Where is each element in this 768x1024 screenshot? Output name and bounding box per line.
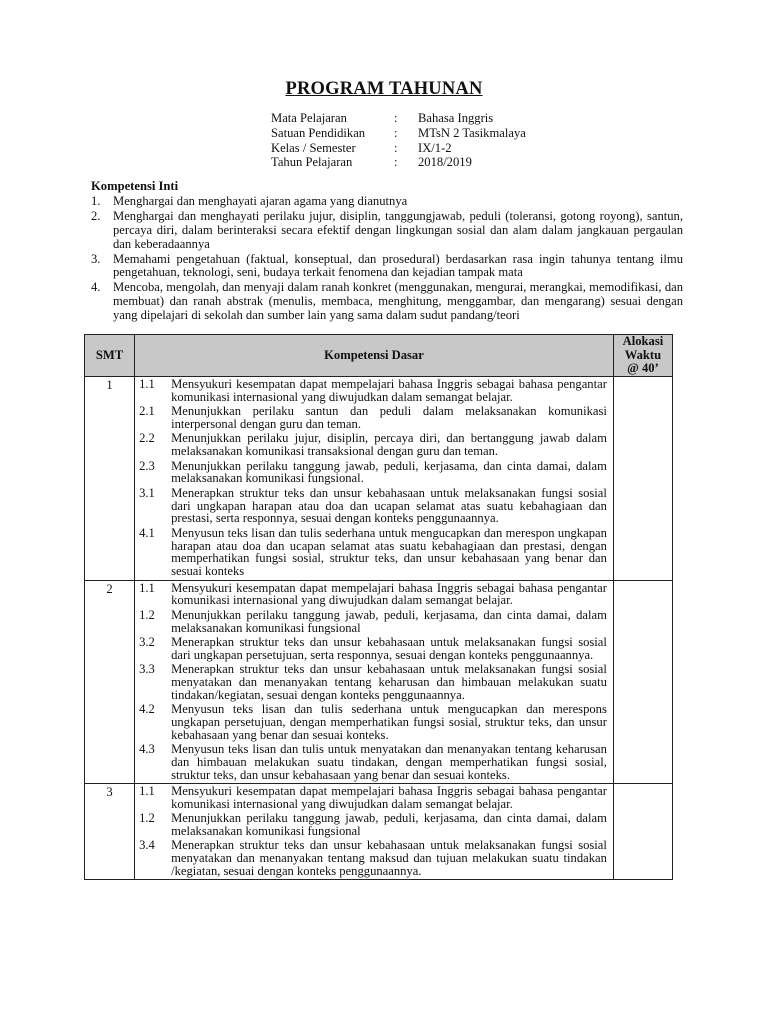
info-row xyxy=(271,126,526,141)
kd-number: 2.3 xyxy=(139,458,155,473)
identity-block xyxy=(271,111,526,170)
kd-text: Menyusun teks lisan dan tulis sederhana untuk mengucapkan dan merespons ungkapan persetujuan, dengan memperhatikan fungsi sosial, struktur teks, dan unsur kebahasaan yang benar dan sesuai konteks. xyxy=(171,702,607,742)
column-header-kompetensi-dasar: Kompetensi Dasar xyxy=(135,335,614,377)
ki-number: 1. xyxy=(91,193,101,208)
kd-number: 3.2 xyxy=(139,634,155,649)
ki-number: 3. xyxy=(91,251,101,266)
ki-item xyxy=(91,253,683,281)
kd-number: 2.1 xyxy=(139,404,155,419)
kd-number: 1.2 xyxy=(139,811,155,826)
info-separator: : xyxy=(394,155,398,170)
ki-number: 4. xyxy=(91,280,101,295)
alokasi-header-line: @ 40’ xyxy=(627,361,659,376)
ki-text: Memahami pengetahuan (faktual, konseptual, dan prosedural) berdasarkan rasa ingin tahunya tentang ilmu pengetahuan, teknologi, seni, budaya terkait fenomena dan kejadian tampak mata xyxy=(113,251,683,280)
kd-item xyxy=(139,703,607,741)
table-row xyxy=(85,580,673,784)
column-header-alokasi xyxy=(613,335,672,377)
info-separator: : xyxy=(394,140,398,155)
kd-item xyxy=(139,663,607,701)
kd-text: Mensyukuri kesempatan dapat mempelajari bahasa Inggris sebagai bahasa pengantar komunikasi internasional yang diwujudkan dalam semangat belajar. xyxy=(171,580,607,608)
kd-number: 3.4 xyxy=(139,838,155,853)
kompetensi-dasar-cell xyxy=(135,377,614,581)
kompetensi-dasar-cell xyxy=(135,580,614,784)
kd-text: Menunjukkan perilaku santun dan peduli dalam melaksanakan komunikasi interpersonal dengan guru dan teman. xyxy=(171,404,607,431)
kd-number: 4.3 xyxy=(139,742,155,757)
alokasi-waktu-cell xyxy=(613,784,672,880)
ki-item xyxy=(91,195,683,209)
kd-number: 1.1 xyxy=(139,784,155,799)
info-label: Mata Pelajaran xyxy=(271,111,347,125)
ki-number: 2. xyxy=(91,208,101,223)
info-label: Tahun Pelajaran xyxy=(271,155,353,170)
table-row xyxy=(85,784,673,880)
info-value: IX/1-2 xyxy=(418,140,452,155)
page-title: PROGRAM TAHUNAN xyxy=(285,79,483,99)
kd-text: Menunjukkan perilaku tanggung jawab, peduli, kerjasama, dan cinta damai, dalam melaksanakan komunikasi fungsional. xyxy=(171,458,607,486)
kd-text: Menerapkan struktur teks dan unsur kebahasaan untuk melaksanakan fungsi sosial menyatakan dan menanyakan tentang maksud dan tujuan melakukan suatu tindakan /kegiatan, sesuai dengan konteks penggunaannya. xyxy=(171,838,607,878)
info-value: 2018/2019 xyxy=(418,155,472,170)
alokasi-header-line: Alokasi xyxy=(622,334,664,349)
kd-number: 1.1 xyxy=(139,580,155,595)
ki-text: Mencoba, mengolah, dan menyaji dalam ranah konkret (menggunakan, mengurai, merangkai, memodifikasi, dan membuat) dan ranah abstrak (menulis, membaca, menghitung, menggambar, dan mengarang) sesuai dengan yang dipelajari di sekolah dan sumber lain yang sama dalam sudut pandang/teori xyxy=(113,280,683,323)
kd-item xyxy=(139,432,607,458)
kd-text: Menerapkan struktur teks dan unsur kebahasaan untuk melaksanakan fungsi sosial dari ungkapan persetujuan, serta responnya, sesuai dengan konteks penggunaannya. xyxy=(171,634,607,662)
info-row xyxy=(271,155,526,170)
ki-item xyxy=(91,210,683,252)
kd-number: 2.2 xyxy=(139,431,155,446)
kd-item xyxy=(139,487,607,525)
kd-item xyxy=(139,785,607,811)
info-label: Kelas / Semester xyxy=(271,140,356,155)
kd-number: 3.1 xyxy=(139,485,155,500)
alokasi-header-line: Waktu xyxy=(624,347,662,362)
info-label: Satuan Pendidikan xyxy=(271,125,366,140)
info-value: Bahasa Inggris xyxy=(418,111,494,125)
kd-item xyxy=(139,460,607,486)
kd-item xyxy=(139,527,607,578)
semester-cell: 3 xyxy=(85,784,135,880)
column-header-smt: SMT xyxy=(85,335,135,377)
kd-item xyxy=(139,812,607,838)
table-row xyxy=(85,377,673,581)
info-separator: : xyxy=(394,111,398,125)
kd-text: Mensyukuri kesempatan dapat mempelajari bahasa Inggris sebagai bahasa pengantar komunikasi internasional yang diwujudkan dalam semangat belajar. xyxy=(171,784,607,811)
kd-number: 1.1 xyxy=(139,377,155,391)
info-value: MTsN 2 Tasikmalaya xyxy=(418,125,526,140)
kd-item xyxy=(139,609,607,635)
ki-text: Menghargai dan menghayati ajaran agama yang dianutnya xyxy=(113,193,408,208)
kd-item xyxy=(139,743,607,781)
kd-text: Menyusun teks lisan dan tulis untuk menyatakan dan menanyakan tentang keharusan dan himbauan melakukan suatu tindakan, dengan memperhatikan fungsi sosial, struktur teks, dan unsur kebahasaan yang benar dan sesuai konteks. xyxy=(171,742,607,782)
kd-text: Menerapkan struktur teks dan unsur kebahasaan untuk melaksanakan fungsi sosial menyatakan dan menanyakan tentang keharusan dan himbauan melakukan suatu tindakan/kegiatan, sesuai dengan konteks penggunaannya. xyxy=(171,662,607,702)
kd-text: Menunjukkan perilaku jujur, disiplin, percaya diri, dan bertanggung jawab dalam melaksanakan komunikasi transaksional dengan guru dan teman. xyxy=(171,431,607,459)
kd-item xyxy=(139,405,607,431)
kompetensi-dasar-cell xyxy=(135,784,614,880)
table-header-row xyxy=(85,335,673,377)
alokasi-waktu-cell xyxy=(613,580,672,784)
info-row xyxy=(271,141,526,156)
kd-text: Menerapkan struktur teks dan unsur kebahasaan untuk melaksanakan fungsi sosial dari ungkapan harapan atau doa dan ucapan selamat atas suatu kebahagiaan dan prestasi, serta responnya, sesuai dengan konteks penggunaannya. xyxy=(171,485,607,526)
section-heading: Kompetensi Inti xyxy=(91,179,179,193)
kd-number: 3.3 xyxy=(139,662,155,677)
ki-item xyxy=(91,281,683,323)
kd-text: Menyusun teks lisan dan tulis sederhana untuk mengucapkan dan merespon ungkapan harapan atau doa dan ucapan selamat atas suatu kebahagiaan dan prestasi, dengan memperhatikan fungsi sosial, struktur teks, dan unsur kebahasaan yang benar dan sesuai konteks xyxy=(171,525,607,579)
semester-cell: 1 xyxy=(85,377,135,581)
kd-item xyxy=(139,636,607,662)
kompetensi-dasar-table xyxy=(84,334,673,880)
semester-cell: 2 xyxy=(85,580,135,784)
kd-item xyxy=(139,582,607,608)
info-separator: : xyxy=(394,125,398,140)
info-row xyxy=(271,111,526,126)
kd-item xyxy=(139,378,607,404)
kd-number: 4.1 xyxy=(139,525,155,540)
alokasi-waktu-cell xyxy=(613,377,672,581)
kd-text: Mensyukuri kesempatan dapat mempelajari bahasa Inggris sebagai bahasa pengantar komunikasi internasional yang diwujudkan dalam semangat belajar. xyxy=(171,377,607,404)
kd-item xyxy=(139,839,607,877)
kd-number: 1.2 xyxy=(139,607,155,622)
kd-text: Menunjukkan perilaku tanggung jawab, peduli, kerjasama, dan cinta damai, dalam melaksanakan komunikasi fungsional xyxy=(171,607,607,635)
ki-text: Menghargai dan menghayati perilaku jujur, disiplin, tanggungjawab, peduli (toleransi, gotong royong), santun, percaya diri, dalam berinteraksi secara efektif dengan lingkungan sosial dan alam dalam jangkauan pergaulan dan keberadaannya xyxy=(113,208,683,251)
kd-number: 4.2 xyxy=(139,702,155,717)
kompetensi-inti-section xyxy=(91,180,683,324)
kd-text: Menunjukkan perilaku tanggung jawab, peduli, kerjasama, dan cinta damai, dalam melaksanakan komunikasi fungsional xyxy=(171,811,607,839)
